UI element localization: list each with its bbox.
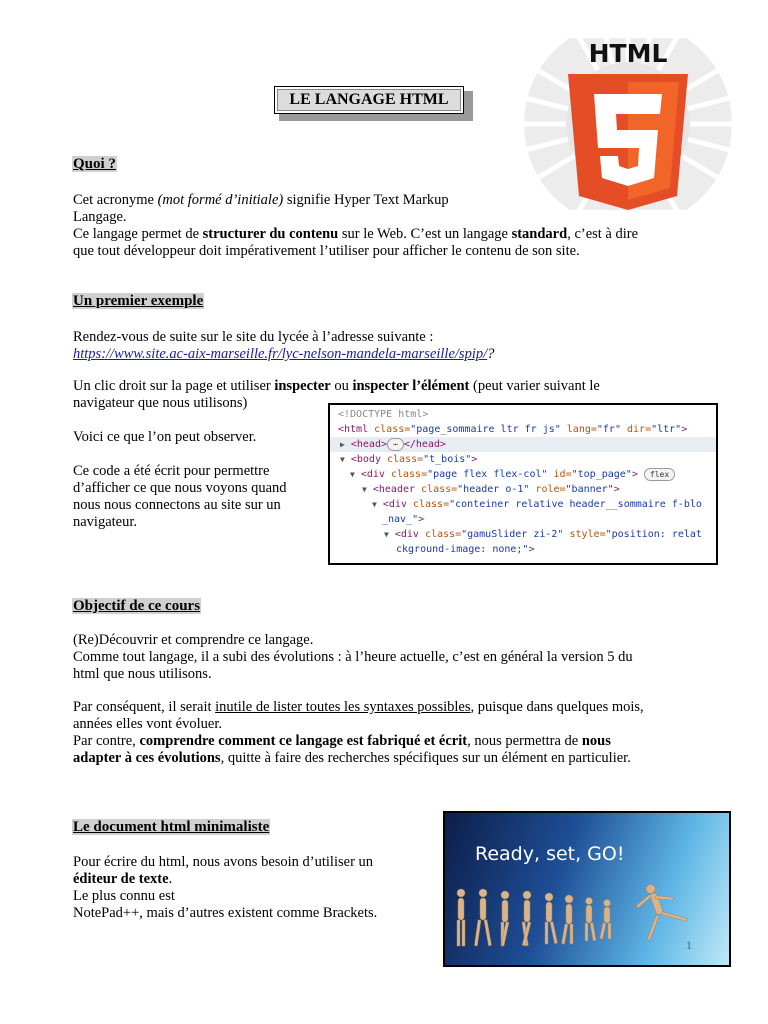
code-line-div-conteiner-cont: _nav_"> — [382, 514, 425, 525]
exemple-paragraph-1: Rendez-vous de suite sur le site du lycée à l’adresse suivante : — [73, 329, 434, 345]
html-logo-text: HTML — [588, 39, 668, 68]
heading-exemple: Un premier exemple — [73, 293, 204, 309]
heading-objectif: Objectif de ce cours — [73, 598, 201, 614]
html5-logo — [522, 38, 734, 210]
heading-document: Le document html minimaliste — [73, 819, 270, 835]
exemple-paragraph-4: Ce code a été écrit pour permettre d’afficher ce que nous voyons quand nous nous connectons au site sur un navigateur. — [73, 463, 287, 530]
objectif-paragraph-3: Par conséquent, il serait inutile de lister toutes les syntaxes possibles, puisque dans quelques mois, années elles vont évoluer. Par contre, comprendre comment ce langage est fabriqué et écrit, nous permettra de nous adapter à ces évolutions, quitte à faire des recherches spécifiques sur un élément en particulier. — [73, 699, 644, 766]
section-exemple-heading — [72, 293, 204, 310]
quoi-paragraph-2: Ce langage permet de structurer du contenu sur le Web. C’est un langage standard, c’est à dire — [73, 226, 639, 242]
ready-set-go-caption: Ready, set, GO! — [475, 843, 625, 865]
page-title: LE LANGAGE HTML — [274, 86, 464, 114]
section-objectif-heading — [72, 598, 201, 615]
section-exemple-body — [73, 329, 713, 363]
objectif-paragraph-1: (Re)Découvrir et comprendre ce langage. — [73, 632, 314, 648]
quoi-paragraph-1b: Langage. — [73, 209, 127, 225]
quoi-paragraph-2b: que tout développeur doit impérativement l’utiliser pour afficher le contenu de son site. — [73, 243, 580, 259]
code-line-header: ▼ <header class="header o-1" role="banner"> — [362, 484, 620, 495]
heading-quoi: Quoi ? — [73, 156, 116, 172]
code-line-html: <html class="page_sommaire ltr fr js" lang="fr" dir="ltr"> — [338, 424, 688, 435]
exemple-link-line: https://www.site.ac-aix-marseille.fr/lyc-nelson-mandela-marseille/spip/? — [73, 346, 495, 362]
objectif-paragraph-2: Comme tout langage, il a subi des évolutions : à l’heure actuelle, c’est en général la version 5 du — [73, 649, 633, 665]
code-line-head: ▶ <head> ⋯ </head> — [330, 437, 718, 452]
section-quoi-body — [73, 192, 713, 260]
quoi-paragraph-1: Cet acronyme (mot formé d’initiale) signifie Hyper Text Markup — [73, 192, 449, 208]
exemple-paragraph-2: Un clic droit sur la page et utiliser inspecter ou inspecter l’élément (peut varier suivant le navigateur que nous utilisons) — [73, 378, 600, 411]
objectif-paragraph-2b: html que nous utilisons. — [73, 666, 212, 682]
html5-shield-icon — [568, 74, 688, 210]
section-quoi-heading — [72, 156, 117, 173]
code-line-body: ▼ <body class="t_bois"> — [340, 454, 478, 465]
lycee-site-link[interactable]: https://www.site.ac-aix-marseille.fr/lyc-nelson-mandela-marseille/spip/ — [73, 346, 488, 362]
section-document-body: Pour écrire du html, nous avons besoin d’utiliser un éditeur de texte. Le plus connu est NotePad++, mais d’autres existent comme Brackets. — [73, 854, 378, 921]
code-line-doctype: <!DOCTYPE html> — [338, 409, 429, 420]
title-box — [274, 86, 464, 114]
code-line-div-conteiner: ▼ <div class="conteiner relative header__sommaire f-blo — [372, 499, 702, 510]
code-line-div-page: ▼ <div class="page flex flex-col" id="top_page"> flex — [350, 467, 675, 482]
exemple-paragraph-3: Voici ce que l’on peut observer. — [73, 429, 257, 445]
section-document-heading — [72, 819, 270, 836]
section-objectif-body — [73, 632, 713, 683]
code-line-div-slider-cont: ckground-image: none;"> — [396, 544, 535, 555]
page-number: 1 — [686, 938, 692, 952]
code-line-div-slider: ▼ <div class="gamuSlider zi-2" style="position: relat — [384, 529, 702, 540]
devtools-code-screenshot — [328, 403, 718, 565]
